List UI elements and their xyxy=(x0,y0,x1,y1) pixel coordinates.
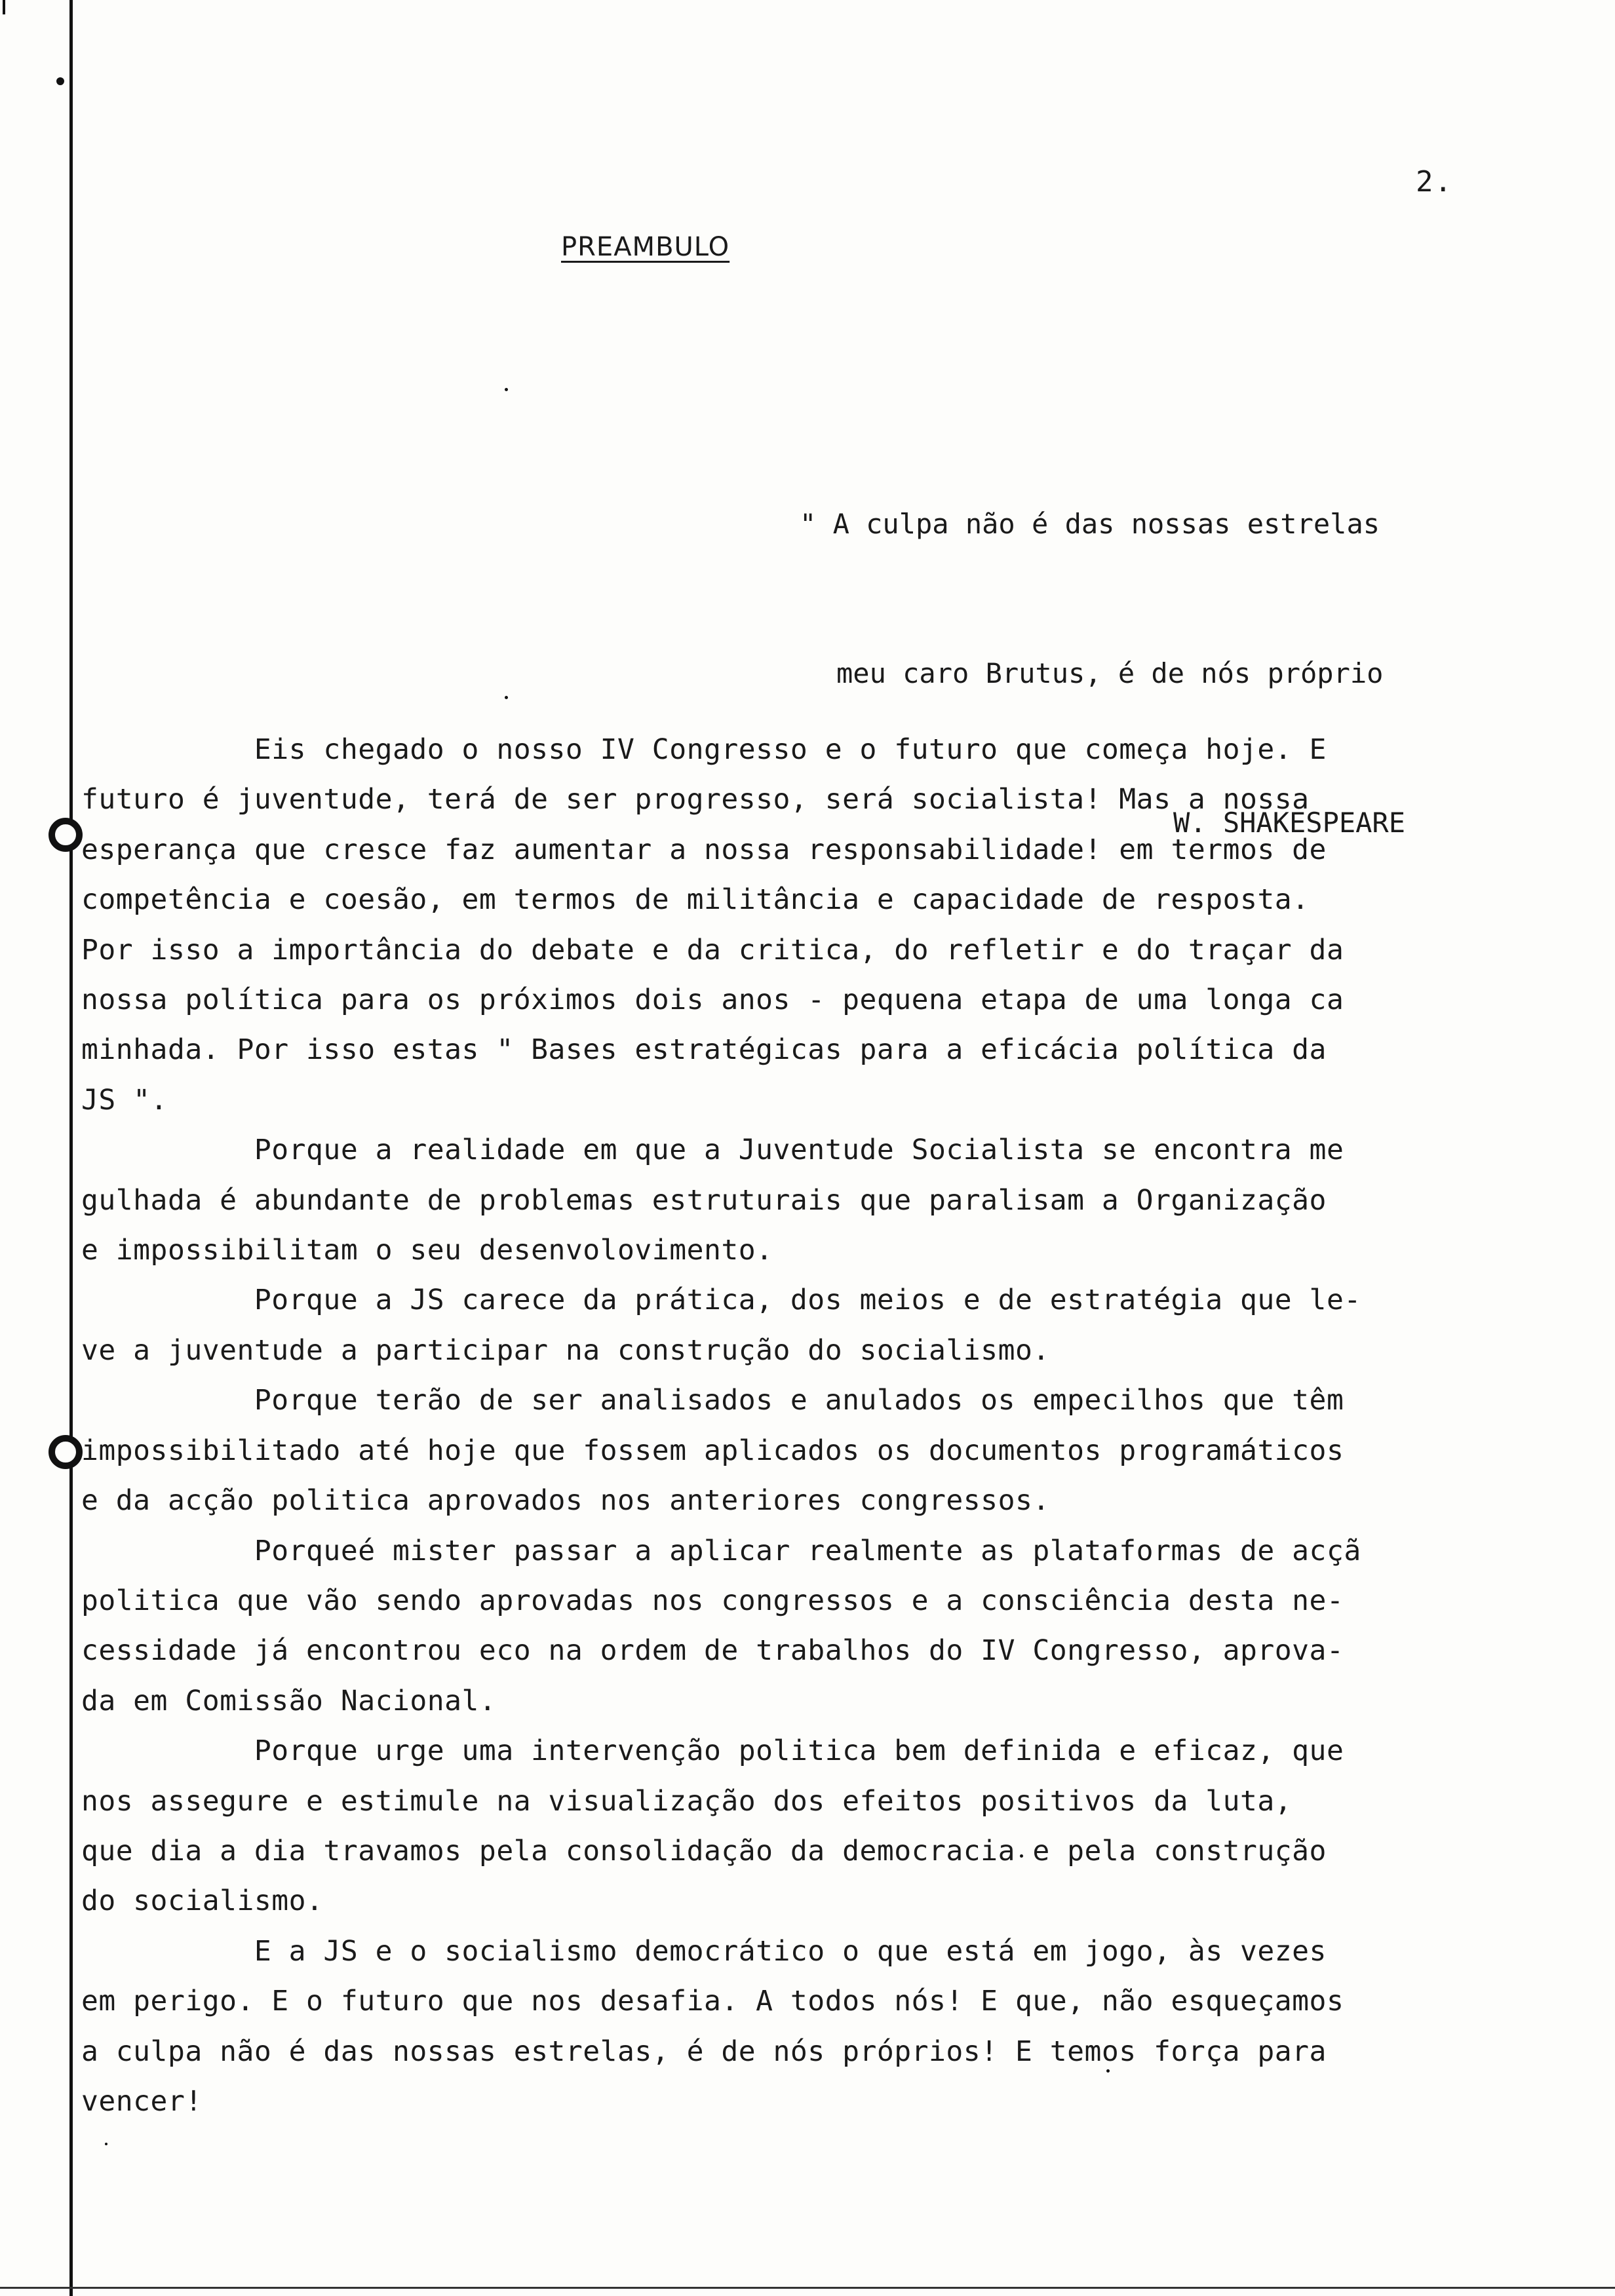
body-line: cessidade já encontrou eco na ordem de trabalhos do IV Congresso, aprova- xyxy=(81,1634,1344,1668)
body-line: Eis chegado o nosso IV Congresso e o futuro que começa hoje. E xyxy=(81,733,1327,766)
body-line: Porque a realidade em que a Juventude Socialista se encontra me xyxy=(81,1134,1344,1167)
binding-margin-line xyxy=(69,0,73,2296)
stray-dot xyxy=(505,388,508,391)
stray-dot xyxy=(505,696,508,699)
body-line: e da acção politica aprovados nos anteriores congressos. xyxy=(81,1484,1050,1518)
edge-mark xyxy=(3,0,5,14)
body-line: Por isso a importância do debate e da critica, do refletir e do traçar da xyxy=(81,933,1344,966)
document-title: PREAMBULO xyxy=(561,232,730,262)
body-line: nossa política para os próximos dois anos - pequena etapa de uma longa ca xyxy=(81,984,1344,1017)
body-line: vencer! xyxy=(81,2084,203,2118)
body-line: e impossibilitam o seu desenvolovimento. xyxy=(81,1234,773,1267)
punch-hole-lower xyxy=(49,1435,83,1469)
body-line: minhada. Por isso estas " Bases estratégicas para a eficácia política da xyxy=(81,1033,1327,1067)
body-line: competência e coesão, em termos de militância e capacidade de resposta. xyxy=(81,883,1310,917)
body-line: a culpa não é das nossas estrelas, é de nós próprios! E temos força para xyxy=(81,2035,1327,2068)
punch-hole-upper xyxy=(49,818,83,852)
epigraph-line: " A culpa não é das nossas estrelas xyxy=(800,508,1380,540)
body-line: futuro é juventude, terá de ser progresso, será socialista! Mas a nossa xyxy=(81,783,1310,816)
stray-dot xyxy=(105,2143,107,2145)
body-line: Porque urge uma intervenção politica bem definida e eficaz, que xyxy=(81,1734,1344,1768)
body-line: que dia a dia travamos pela consolidação da democracia e pela construção xyxy=(81,1834,1327,1867)
page-bottom-edge xyxy=(0,2287,1615,2289)
body-line: Porque a JS carece da prática, dos meios e de estratégia que le- xyxy=(81,1284,1361,1317)
body-line: E a JS e o socialismo democrático o que está em jogo, às vezes xyxy=(81,1934,1327,1968)
epigraph-line: meu caro Brutus, é de nós próprio xyxy=(836,657,1384,689)
body-line: gulhada é abundante de problemas estruturais que paralisam a Organização xyxy=(81,1183,1327,1217)
body-line: ve a juventude a participar na construção do socialismo. xyxy=(81,1333,1050,1367)
body-line: impossibilitado até hoje que fossem aplicados os documentos programáticos xyxy=(81,1434,1344,1467)
body-text xyxy=(81,725,1510,2126)
body-line: da em Comissão Nacional. xyxy=(81,1684,497,1717)
body-line: Porqueé mister passar a aplicar realmente as plataformas de acçã xyxy=(81,1534,1361,1567)
body-line: Porque terão de ser analisados e anulados os empecilhos que têm xyxy=(81,1384,1344,1417)
body-line: nos assegure e estimule na visualização dos efeitos positivos da luta, xyxy=(81,1784,1293,1818)
body-line: do socialismo. xyxy=(81,1885,324,1918)
epigraph-author: W. SHAKESPEARE xyxy=(1173,807,1406,839)
body-line: JS ". xyxy=(81,1083,168,1117)
body-line: politica que vão sendo aprovadas nos congressos e a consciência desta ne- xyxy=(81,1584,1344,1617)
stray-dot xyxy=(56,77,64,85)
body-line: em perigo. E o futuro que nos desafia. A todos nós! E que, não esqueçamos xyxy=(81,1985,1344,2018)
page-number: 2. xyxy=(1416,165,1453,199)
body-line: esperança que cresce faz aumentar a nossa responsabilidade! em termos de xyxy=(81,833,1327,866)
